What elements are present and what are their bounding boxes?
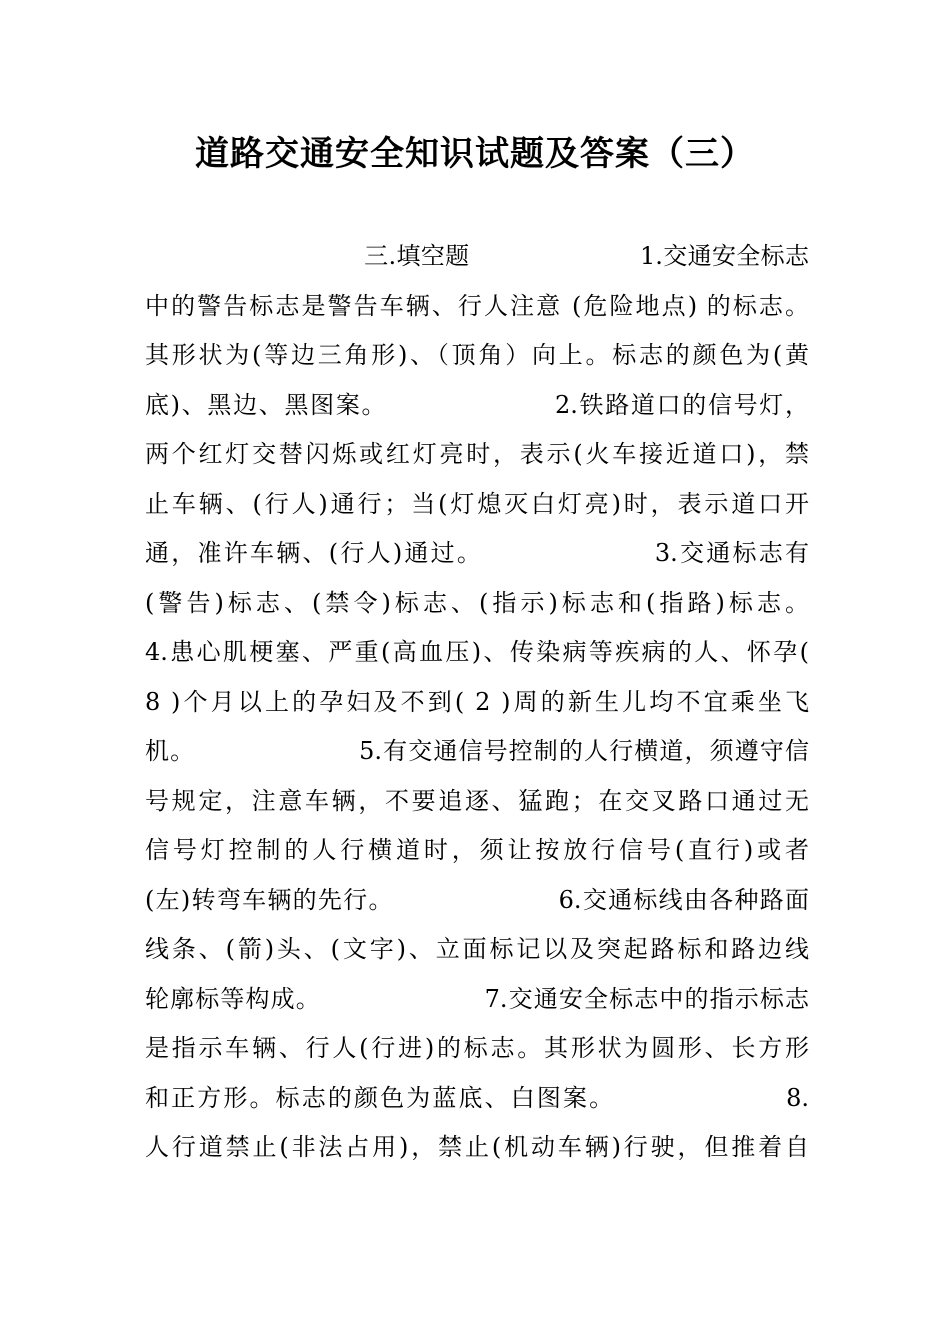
text-line: 两个红灯交替闪烁或红灯亮时，表示(火车接近道口)，禁: [145, 440, 809, 468]
text-line: 轮廓标等构成。 7.交通安全标志中的指示标志: [145, 984, 809, 1013]
text-line: 4.患心肌梗塞、严重(高血压)、传染病等疾病的人、怀孕(: [145, 638, 809, 666]
text-line: 线条、(箭)头、(文字)、立面标记以及突起路标和路边线: [145, 935, 809, 963]
text-line: 信号灯控制的人行横道时，须让按放行信号(直行)或者: [145, 836, 809, 864]
text-line: 底)、黑边、黑图案。 2.铁路道口的信号灯，: [145, 390, 809, 419]
text-line: (警告)标志、(禁令)标志、(指示)标志和(指路)标志。: [145, 588, 809, 617]
text-line: 机。 5.有交通信号控制的人行横道，须遵守信: [145, 737, 809, 765]
text-line: 8 )个月以上的孕妇及不到( 2 )周的新生儿均不宜乘坐飞: [145, 687, 809, 716]
document-body: [145, 232, 809, 1173]
document-title: 道路交通安全知识试题及答案（三）: [195, 134, 755, 174]
text-line: 止车辆、(行人)通行；当(灯熄灭白灯亮)时，表示道口开: [145, 489, 809, 518]
text-line: 三.填空题 1.交通安全标志: [145, 242, 809, 270]
text-line: 和正方形。标志的颜色为蓝底、白图案。 8.: [145, 1083, 809, 1112]
text-line: 通，准许车辆、(行人)通过。 3.交通标志有: [145, 539, 809, 567]
text-line: 号规定，注意车辆，不要追逐、猛跑；在交叉路口通过无: [145, 786, 809, 815]
text-line: 中的警告标志是警告车辆、行人注意 (危险地点) 的标志。: [145, 291, 809, 320]
text-line: 其形状为(等边三角形)、（顶角）向上。标志的颜色为(黄: [145, 341, 809, 369]
text-line: (左)转弯车辆的先行。 6.交通标线由各种路面: [145, 885, 809, 914]
text-line: 人行道禁止(非法占用)，禁止(机动车辆)行驶，但推着自: [145, 1133, 809, 1161]
text-line: 是指示车辆、行人(行进)的标志。其形状为圆形、长方形: [145, 1034, 809, 1062]
